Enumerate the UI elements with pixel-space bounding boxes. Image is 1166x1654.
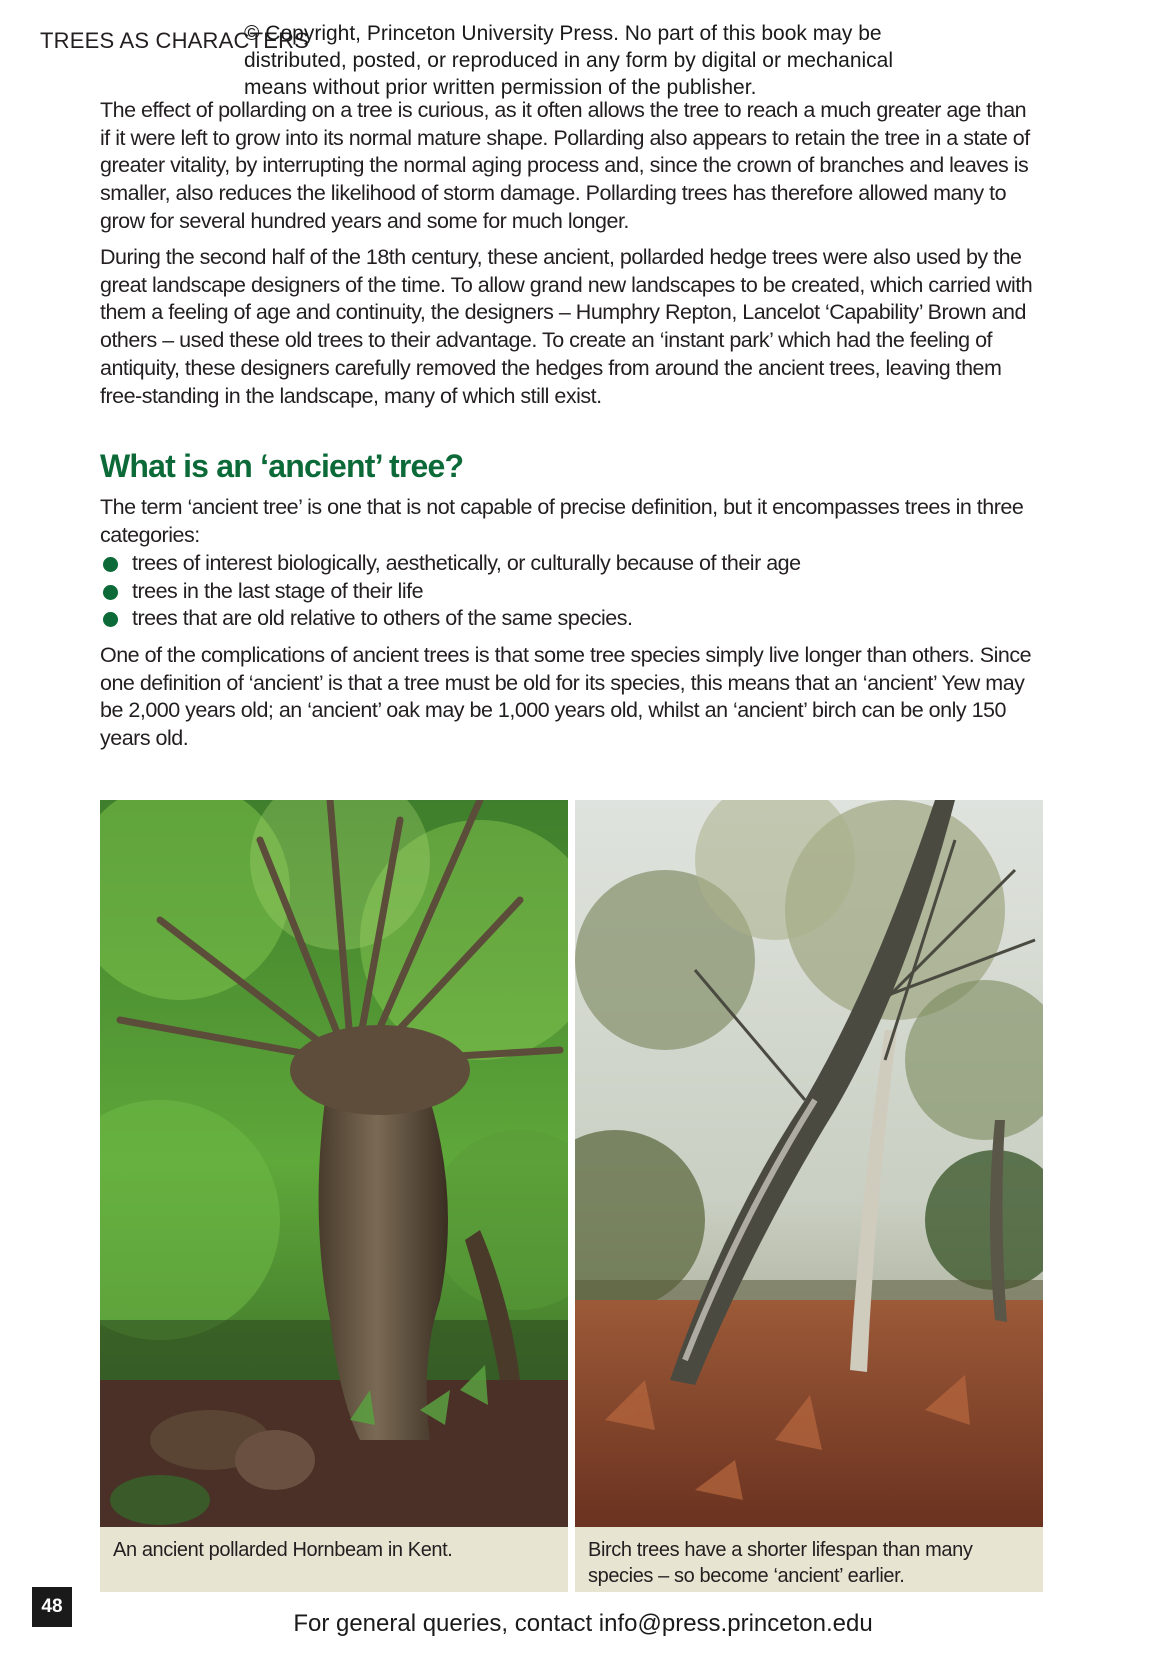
list-item-text: trees in the last stage of their life: [132, 578, 424, 603]
running-head: TREES AS CHARACTERS: [40, 28, 310, 53]
copyright-line: means without prior written permission of the publisher.: [244, 76, 757, 99]
section-intro: The term ‘ancient tree’ is one that is not capable of precise definition, but it encompasses trees in three categories:: [100, 495, 1024, 547]
list-item-text: trees that are old relative to others of the same species.: [132, 606, 633, 631]
paragraph-species-lifespan: One of the complications of ancient trees is that some tree species simply live longer than others. Since one definition of ‘ancient’ is that a tree must be old for its species, this means that an ‘ancient’ Yew may be 2,000 years old; an ‘ancient’ oak may be 1,000 years old, whilst an ‘ancient’ birch can be only 150 years old.: [100, 643, 1032, 751]
list-item: [100, 578, 1040, 606]
bullet-icon: [103, 612, 118, 627]
list-item-text: trees of interest biologically, aesthetically, or culturally because of their age: [132, 551, 801, 575]
footer-contact: For general queries, contact info@press.princeton.edu: [293, 1610, 873, 1637]
birch-photo: [575, 800, 1043, 1527]
list-item: [100, 605, 1040, 633]
paragraph-landscape-designers: During the second half of the 18th century, these ancient, pollarded hedge trees were also used by the great landscape designers of the time. To allow grand new landscapes to be created, which carried with them a feeling of age and continuity, the designers – Humphry Repton, Lancelot ‘Capability’ Brown and others – used these old trees to their advantage. To create an ‘instant park’ which had the feeling of antiquity, these designers carefully removed the hedges from around the ancient trees, leaving them free-standing in the landscape, many of which still exist.: [100, 245, 1033, 408]
hornbeam-caption: An ancient pollarded Hornbeam in Kent.: [100, 1527, 568, 1592]
paragraph-pollarding-effect: The effect of pollarding on a tree is curious, as it often allows the tree to reach a much greater age than if it were left to grow into its normal mature shape. Pollarding also appears to retain the tree in a state of greater vitality, by interrupting the normal aging process and, since the crown of branches and leaves is smaller, also reduces the likelihood of storm damage. Pollarding trees has therefore allowed many to grow for several hundred years and some for much longer.: [100, 98, 1030, 233]
hornbeam-photo: [100, 800, 568, 1527]
page-number: 48: [32, 1587, 72, 1627]
bullet-icon: [103, 585, 118, 600]
section-heading: What is an ‘ancient’ tree?: [100, 448, 464, 484]
copyright-line: © Copyright, Princeton University Press. No part of this book may be: [244, 22, 882, 45]
copyright-line: distributed, posted, or reproduced in any form by digital or mechanical: [244, 49, 894, 72]
copyright-notice: [244, 20, 964, 101]
list-item: [100, 550, 1040, 578]
ancient-tree-categories-list: [100, 550, 1040, 633]
birch-caption: Birch trees have a shorter lifespan than many species – so become ‘ancient’ earlier.: [575, 1527, 1043, 1592]
bullet-icon: [103, 557, 118, 572]
